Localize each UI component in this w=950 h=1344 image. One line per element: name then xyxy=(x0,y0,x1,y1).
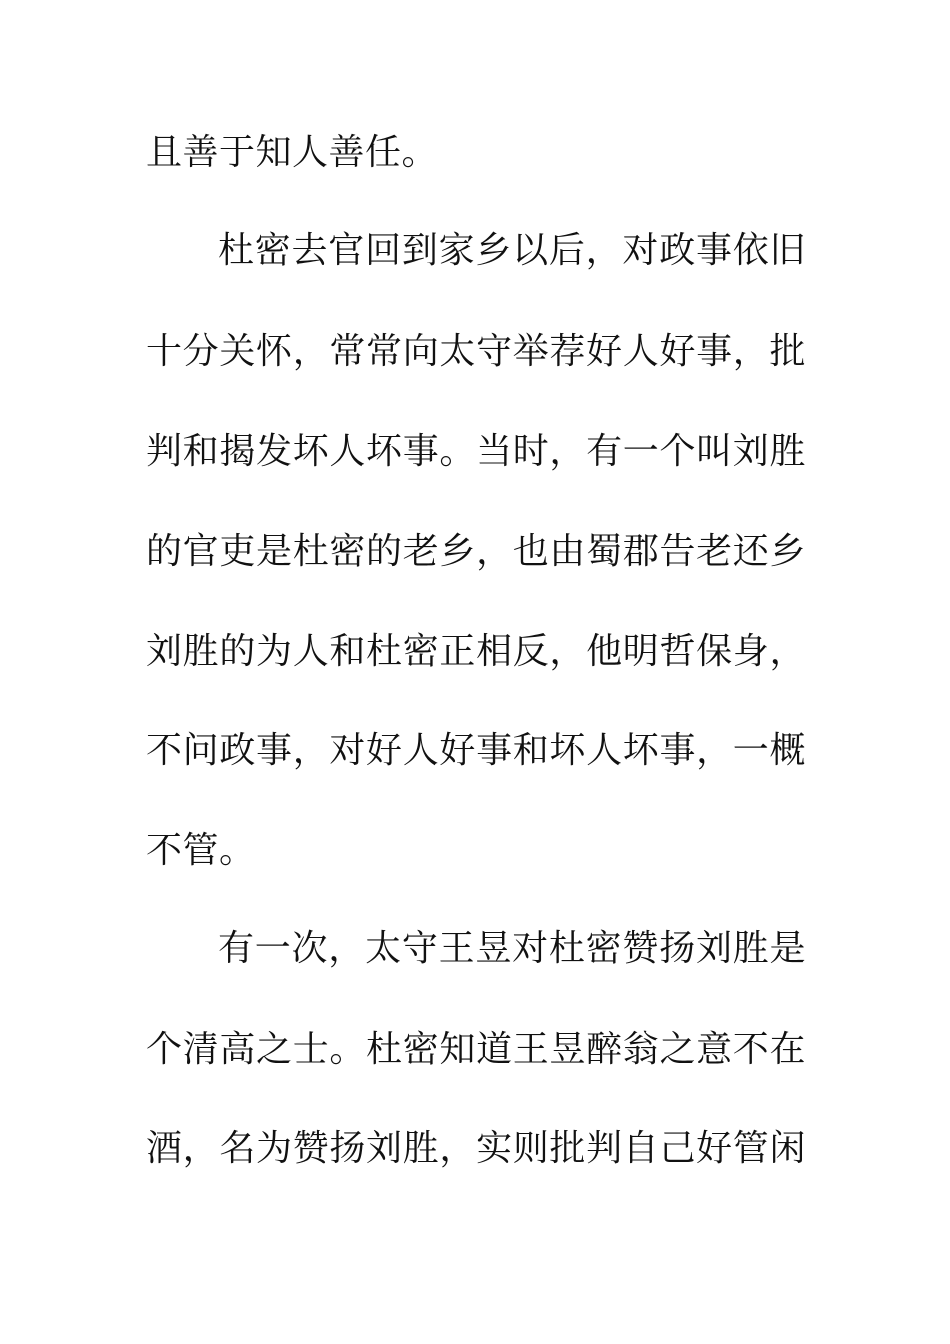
text-line-4: 判和揭发坏人坏事。当时，有一个叫刘胜 xyxy=(146,431,806,472)
text-line-8: 不管。 xyxy=(146,830,256,871)
text-line-3: 十分关怀，常常向太守举荐好人好事，批 xyxy=(146,331,806,372)
text-line-11: 酒，名为赞扬刘胜，实则批判自己好管闲 xyxy=(146,1128,806,1169)
text-line-7: 不问政事，对好人好事和坏人坏事，一概 xyxy=(146,730,806,771)
text-line-2: 杜密去官回到家乡以后，对政事依旧 xyxy=(218,230,806,271)
text-line-5: 的官吏是杜密的老乡，也由蜀郡告老还乡 xyxy=(146,531,806,572)
text-line-1: 且善于知人善任。 xyxy=(146,132,439,173)
text-line-9: 有一次，太守王昱对杜密赞扬刘胜是 xyxy=(218,928,806,969)
text-line-10: 个清高之士。杜密知道王昱醉翁之意不在 xyxy=(146,1029,806,1070)
text-line-6: 刘胜的为人和杜密正相反，他明哲保身， xyxy=(146,631,806,672)
